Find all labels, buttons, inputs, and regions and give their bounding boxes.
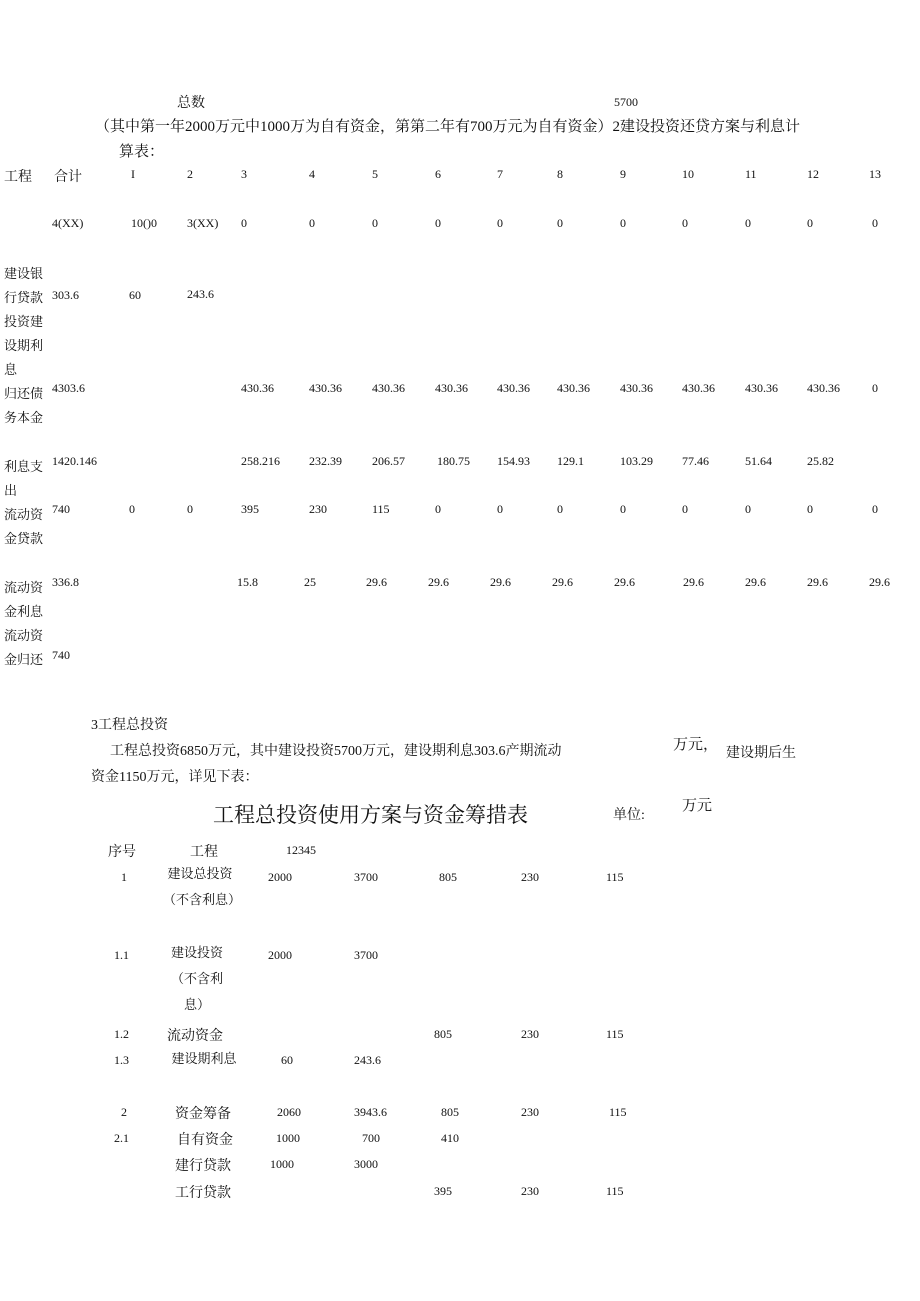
cell: 0 xyxy=(682,216,688,230)
cell: 0 xyxy=(682,502,688,516)
cell: 115 xyxy=(606,870,624,884)
header-year: 3 xyxy=(241,167,247,181)
cell: 230 xyxy=(521,1105,539,1119)
row-label-wc-interest: 流动资金利息 xyxy=(4,580,44,619)
cell-total: 303.6 xyxy=(52,288,79,302)
cell: 0 xyxy=(435,216,441,230)
row-item: 流动资金 xyxy=(167,1029,223,1044)
cell: 0 xyxy=(745,216,751,230)
cell: 230 xyxy=(309,502,327,516)
row-seq: 1.2 xyxy=(114,1027,129,1041)
cell: 180.75 xyxy=(437,454,470,468)
cell-total: 336.8 xyxy=(52,575,79,589)
unit-value: 万元 xyxy=(682,798,713,814)
total-value: 5700 xyxy=(614,95,638,109)
cell: 25 xyxy=(304,575,316,589)
cell: 700 xyxy=(362,1131,380,1145)
section-paragraph-1: 工程总投资6850万元，其中建设投资5700万元，建设期利息303.6产期流动 xyxy=(110,744,562,759)
header-year: 13 xyxy=(869,167,881,181)
intro-line-1: （其中第一年2000万元中1000万为自有资金，第第二年有700万元为自有资金）2建设投资还贷方案与利息计 xyxy=(95,119,801,135)
unit-label: 单位: xyxy=(613,808,645,823)
cell: 0 xyxy=(807,216,813,230)
cell: 243.6 xyxy=(187,287,214,301)
cell: 129.1 xyxy=(557,454,584,468)
cell: 230 xyxy=(521,870,539,884)
cell: 430.36 xyxy=(745,381,778,395)
cell-total: 4(XX) xyxy=(52,216,84,230)
cell: 0 xyxy=(129,502,135,516)
cell: 0 xyxy=(620,216,626,230)
header-year: 6 xyxy=(435,167,441,181)
cell: 0 xyxy=(807,502,813,516)
cell: 0 xyxy=(372,216,378,230)
cell: 15.8 xyxy=(237,575,258,589)
cell: 430.36 xyxy=(241,381,274,395)
total-label: 总数 xyxy=(177,96,205,111)
cell: 430.36 xyxy=(435,381,468,395)
row-seq: 1.3 xyxy=(114,1053,129,1067)
cell: 430.36 xyxy=(682,381,715,395)
cell: 410 xyxy=(441,1131,459,1145)
cell: 154.93 xyxy=(497,454,530,468)
row-seq: 1.1 xyxy=(114,948,129,962)
cell: 29.6 xyxy=(366,575,387,589)
cell: 29.6 xyxy=(552,575,573,589)
cell: 29.6 xyxy=(869,575,890,589)
header-years: 12345 xyxy=(286,843,316,857)
cell: 2000 xyxy=(268,870,292,884)
cell-total: 4303.6 xyxy=(52,381,85,395)
row-item: 建设期利息 xyxy=(171,1051,237,1066)
cell: 430.36 xyxy=(807,381,840,395)
cell: 0 xyxy=(241,216,247,230)
cell: 51.64 xyxy=(745,454,772,468)
intro-line-2: 算表： xyxy=(119,144,165,160)
header-year: 4 xyxy=(309,167,315,181)
row-seq: 2.1 xyxy=(114,1131,129,1145)
header-year: 10 xyxy=(682,167,694,181)
cell: 29.6 xyxy=(614,575,635,589)
row-seq: 1 xyxy=(121,870,127,884)
cell: 115 xyxy=(606,1027,624,1041)
row-item: 自有资金 xyxy=(177,1133,233,1148)
cell: 805 xyxy=(439,870,457,884)
section-heading: 3工程总投资 xyxy=(91,718,168,733)
header-year: 9 xyxy=(620,167,626,181)
cell: 0 xyxy=(745,502,751,516)
cell: 395 xyxy=(434,1184,452,1198)
cell: 0 xyxy=(435,502,441,516)
cell: 3943.6 xyxy=(354,1105,387,1119)
cell: 60 xyxy=(281,1053,293,1067)
cell: 3700 xyxy=(354,948,378,962)
cell: 29.6 xyxy=(683,575,704,589)
cell: 0 xyxy=(497,502,503,516)
cell: 258.216 xyxy=(241,454,280,468)
cell: 29.6 xyxy=(745,575,766,589)
section-paragraph-unit: 万元， xyxy=(673,737,719,753)
row-item: 建行贷款 xyxy=(175,1159,231,1174)
cell: 115 xyxy=(606,1184,624,1198)
row-item: 工行贷款 xyxy=(175,1186,231,1201)
cell: 25.82 xyxy=(807,454,834,468)
cell: 103.29 xyxy=(620,454,653,468)
cell: 430.36 xyxy=(497,381,530,395)
cell: 0 xyxy=(620,502,626,516)
header-year: I xyxy=(131,167,135,181)
row-item: 建设投资（不含利息） xyxy=(170,945,223,1012)
cell: 805 xyxy=(434,1027,452,1041)
cell: 29.6 xyxy=(807,575,828,589)
cell: 0 xyxy=(309,216,315,230)
cell: 3(XX) xyxy=(187,216,219,230)
header-year: 12 xyxy=(807,167,819,181)
cell: 395 xyxy=(241,502,259,516)
cell: 29.6 xyxy=(490,575,511,589)
row-seq: 2 xyxy=(121,1105,127,1119)
cell: 430.36 xyxy=(372,381,405,395)
cell: 805 xyxy=(441,1105,459,1119)
cell-total: 740 xyxy=(52,648,70,662)
table-title: 工程总投资使用方案与资金筹措表 xyxy=(213,803,528,827)
cell: 0 xyxy=(557,502,563,516)
row-label-principal: 归还债务本金 xyxy=(4,386,44,425)
cell: 206.57 xyxy=(372,454,405,468)
cell: 3700 xyxy=(354,870,378,884)
cell: 1000 xyxy=(270,1157,294,1171)
row-label-wc-loan: 流动资金贷款 xyxy=(4,507,44,546)
cell: 230 xyxy=(521,1027,539,1041)
row-label-wc-return: 流动资金归还 xyxy=(4,628,44,667)
row-item: 建设总投资（不含利息） xyxy=(163,866,242,907)
cell: 60 xyxy=(129,288,141,302)
cell: 0 xyxy=(872,216,878,230)
header-year: 11 xyxy=(745,167,757,181)
header-item: 工程 xyxy=(190,845,218,860)
cell: 2060 xyxy=(277,1105,301,1119)
header-year: 7 xyxy=(497,167,503,181)
header-total: 合计 xyxy=(54,170,82,185)
header-seq: 序号 xyxy=(108,845,136,860)
cell-total: 1420.146 xyxy=(52,454,97,468)
cell: 0 xyxy=(497,216,503,230)
cell: 2000 xyxy=(268,948,292,962)
cell: 230 xyxy=(521,1184,539,1198)
cell: 0 xyxy=(872,502,878,516)
cell: 1000 xyxy=(276,1131,300,1145)
cell: 232.39 xyxy=(309,454,342,468)
row-label-interest: 利息支出 xyxy=(4,459,44,498)
cell: 115 xyxy=(609,1105,627,1119)
header-year: 2 xyxy=(187,167,193,181)
cell-total: 740 xyxy=(52,502,70,516)
cell: 430.36 xyxy=(309,381,342,395)
section-paragraph-2: 资金1150万元，详见下表： xyxy=(91,770,259,785)
section-paragraph-tail: 建设期后生 xyxy=(726,746,796,761)
cell: 3000 xyxy=(354,1157,378,1171)
header-year: 8 xyxy=(557,167,563,181)
cell: 0 xyxy=(872,381,878,395)
row-item: 资金筹备 xyxy=(175,1107,231,1122)
row-label-loan: 建设银行贷款投资建设期利息 xyxy=(4,266,44,377)
header-item: 工程 xyxy=(4,170,32,185)
cell: 0 xyxy=(557,216,563,230)
cell: 77.46 xyxy=(682,454,709,468)
cell: 29.6 xyxy=(428,575,449,589)
cell: 0 xyxy=(187,502,193,516)
cell: 115 xyxy=(372,502,390,516)
cell: 10()0 xyxy=(131,216,157,230)
cell: 243.6 xyxy=(354,1053,381,1067)
cell: 430.36 xyxy=(557,381,590,395)
cell: 430.36 xyxy=(620,381,653,395)
header-year: 5 xyxy=(372,167,378,181)
